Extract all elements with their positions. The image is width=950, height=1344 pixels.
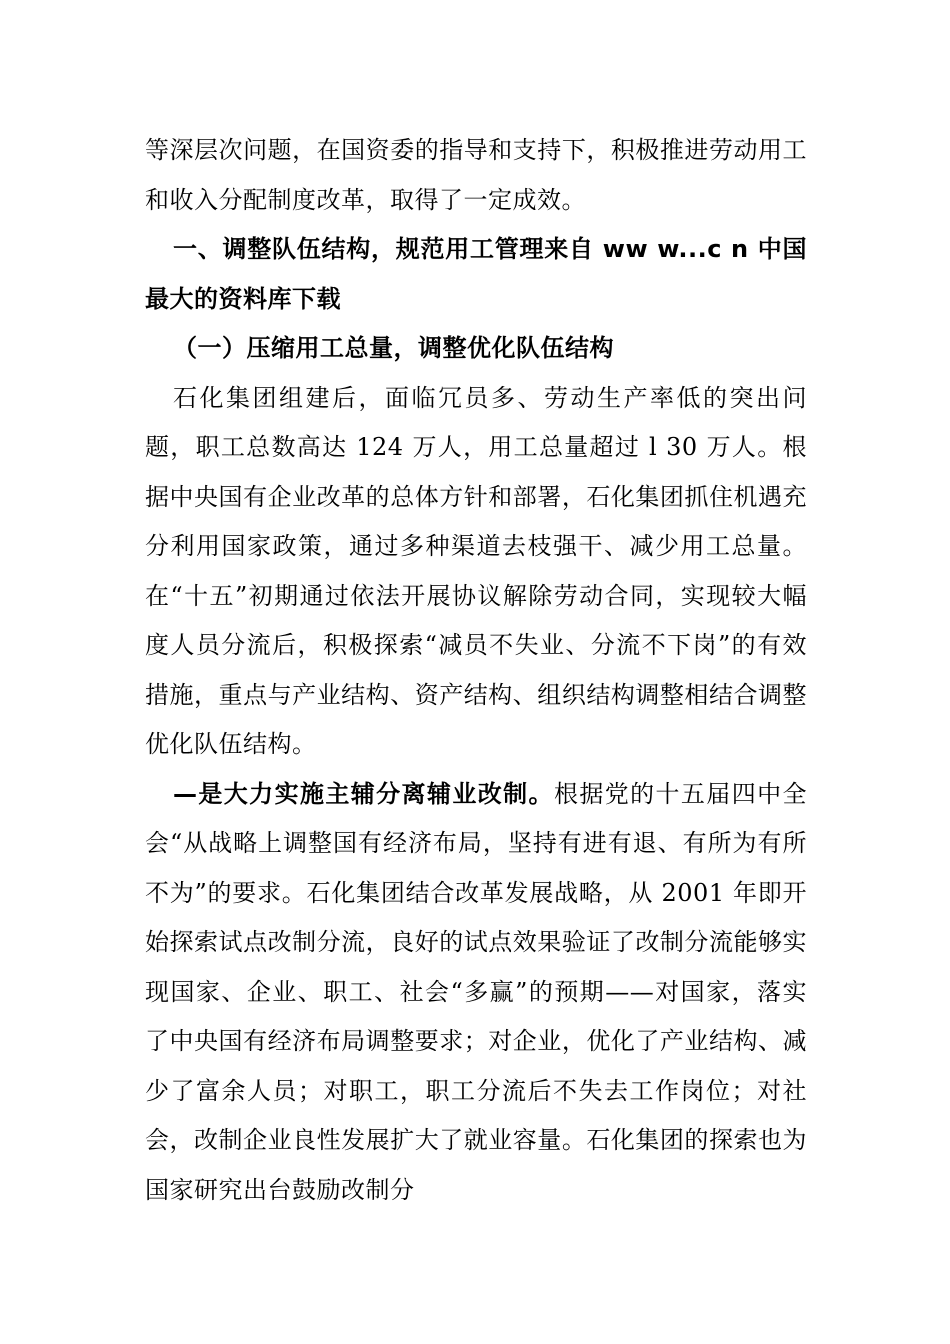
paragraph-workforce: 石化集团组建后，面临冗员多、劳动生产率低的突出问题，职工总数高达 124 万人，用工总量超过 l 30 万人。根据中央国有企业改革的总体方针和部署，石化集团抓住机遇充分利用国家政策，通过多种渠道去枝强干、减少用工总量。在“十五”初期通过依法开展协议解除劳动合同，实现较大幅度人员分流后，积极探索“减员不失业、分流不下岗”的有效措施，重点与产业结构、资产结构、组织结构调整相结合调整优化队伍结构。 bbox=[145, 383, 807, 758]
paragraph-lead-bold: —是大力实施主辅分离辅业改制。 bbox=[173, 779, 554, 808]
subsection-heading: （一）压缩用工总量，调整优化队伍结构 bbox=[173, 334, 614, 362]
paragraph-continuation: 等深层次问题，在国资委的指导和支持下，积极推进劳动用工和收入分配制度改革，取得了一定成效。 bbox=[145, 136, 807, 214]
document-body bbox=[145, 126, 807, 1215]
paragraph-body: 根据党的十五届四中全会“从战略上调整国有经济布局，坚持有进有退、有所为有所不为”的要求。石化集团结合改革发展战略，从 2001 年即开始探索试点改制分流，良好的试点效果验证了改制分流能够实现国家、企业、职工、社会“多赢”的预期——对国家，落实了中央国有经济布局调整要求；对企业，优化了产业结构、减少了富余人员；对职工，职工分流后不失去工作岗位；对社会，改制企业良性发展扩大了就业容量。石化集团的探索也为国家研究出台鼓励改制分 bbox=[145, 779, 807, 1204]
section-heading: 一、调整队伍结构，规范用工管理来自 ww w...c n 中国最大的资料库下载 bbox=[145, 235, 807, 313]
paragraph-restructuring bbox=[145, 770, 807, 1216]
